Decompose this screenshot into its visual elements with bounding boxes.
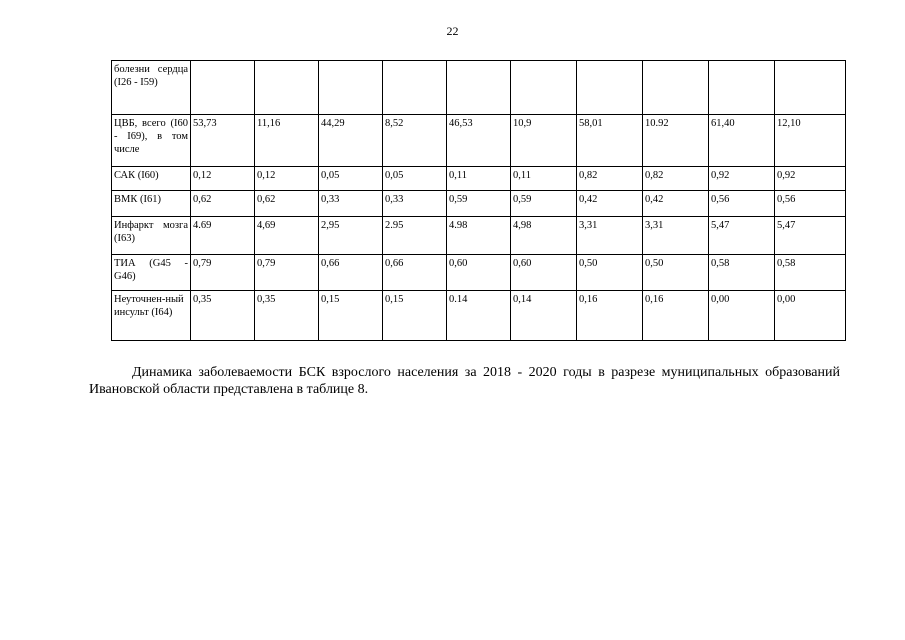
table-cell: 3,31 [577,217,643,255]
table-cell [319,61,383,115]
table-cell: 0,59 [447,191,511,217]
row-label: ЦВБ, всего (I60 - I69), в том числе [112,115,191,167]
table-cell: 0,62 [255,191,319,217]
table-cell: 0,11 [447,167,511,191]
table-cell: 0,11 [511,167,577,191]
row-label: Инфаркт мозга (I63) [112,217,191,255]
table-cell [383,61,447,115]
table-cell: 10,9 [511,115,577,167]
table-cell [577,61,643,115]
morbidity-table [111,60,846,341]
table-cell: 0,14 [511,291,577,341]
table-cell: 5,47 [775,217,846,255]
table-cell: 0,50 [643,255,709,291]
table-cell: 0,56 [709,191,775,217]
table-cell: 0,82 [643,167,709,191]
table-cell: 0,92 [775,167,846,191]
table-cell: 0,66 [319,255,383,291]
table-cell: 0,92 [709,167,775,191]
table-cell: 0,59 [511,191,577,217]
table-cell: 58,01 [577,115,643,167]
table-cell: 0,60 [447,255,511,291]
table-cell: 0,66 [383,255,447,291]
table-cell: 53,73 [191,115,255,167]
table-cell: 0,33 [319,191,383,217]
table-cell: 10.92 [643,115,709,167]
table-cell: 46,53 [447,115,511,167]
table-row [112,61,846,115]
table-cell: 5,47 [709,217,775,255]
table-cell: 0,35 [255,291,319,341]
table-cell: 0,82 [577,167,643,191]
table-cell: 0,16 [643,291,709,341]
table-cell: 0,05 [319,167,383,191]
table-row [112,291,846,341]
table-row [112,115,846,167]
table-cell: 8,52 [383,115,447,167]
table-cell [511,61,577,115]
table-cell: 0,16 [577,291,643,341]
table-caption: Динамика заболеваемости БСК взрослого населения за 2018 - 2020 годы в разрезе муниципальных образований Ивановской области представлена в таблице 8. [89,365,840,397]
row-label: ВМК (I61) [112,191,191,217]
table-cell: 0,15 [383,291,447,341]
table-cell: 0,62 [191,191,255,217]
table-cell: 61,40 [709,115,775,167]
table-cell: 0,58 [709,255,775,291]
page-number: 22 [446,24,459,38]
table-row [112,191,846,217]
table-cell: 0,50 [577,255,643,291]
row-label: ТИА (G45 - G46) [112,255,191,291]
table-row [112,255,846,291]
table-cell: 2,95 [319,217,383,255]
table-row [112,217,846,255]
table-cell: 44,29 [319,115,383,167]
table-cell [709,61,775,115]
table-cell [255,61,319,115]
table-cell: 0,12 [191,167,255,191]
table-cell: 11,16 [255,115,319,167]
table-cell: 4.69 [191,217,255,255]
row-label: САК (I60) [112,167,191,191]
table-cell: 0,35 [191,291,255,341]
table-cell: 0,42 [577,191,643,217]
table-cell: 0,12 [255,167,319,191]
table-cell: 0,05 [383,167,447,191]
table-row [112,167,846,191]
table-cell: 0,60 [511,255,577,291]
table-cell: 0.14 [447,291,511,341]
table-cell: 0,33 [383,191,447,217]
table-cell: 4,98 [511,217,577,255]
table-cell: 0,79 [255,255,319,291]
table-cell: 0,00 [709,291,775,341]
table-cell: 0,15 [319,291,383,341]
table-cell: 4,69 [255,217,319,255]
table-cell: 0,00 [775,291,846,341]
table-cell [191,61,255,115]
table-cell: 0,79 [191,255,255,291]
table-cell: 0,58 [775,255,846,291]
table-cell [643,61,709,115]
table-cell [447,61,511,115]
table-cell: 0,56 [775,191,846,217]
table-cell [775,61,846,115]
row-label: Неуточнен-ный инсульт (I64) [112,291,191,341]
table-cell: 0,42 [643,191,709,217]
table-cell: 3,31 [643,217,709,255]
table-cell: 4.98 [447,217,511,255]
table-cell: 12,10 [775,115,846,167]
row-label: болезни сердца (I26 - I59) [112,61,191,115]
table-cell: 2.95 [383,217,447,255]
